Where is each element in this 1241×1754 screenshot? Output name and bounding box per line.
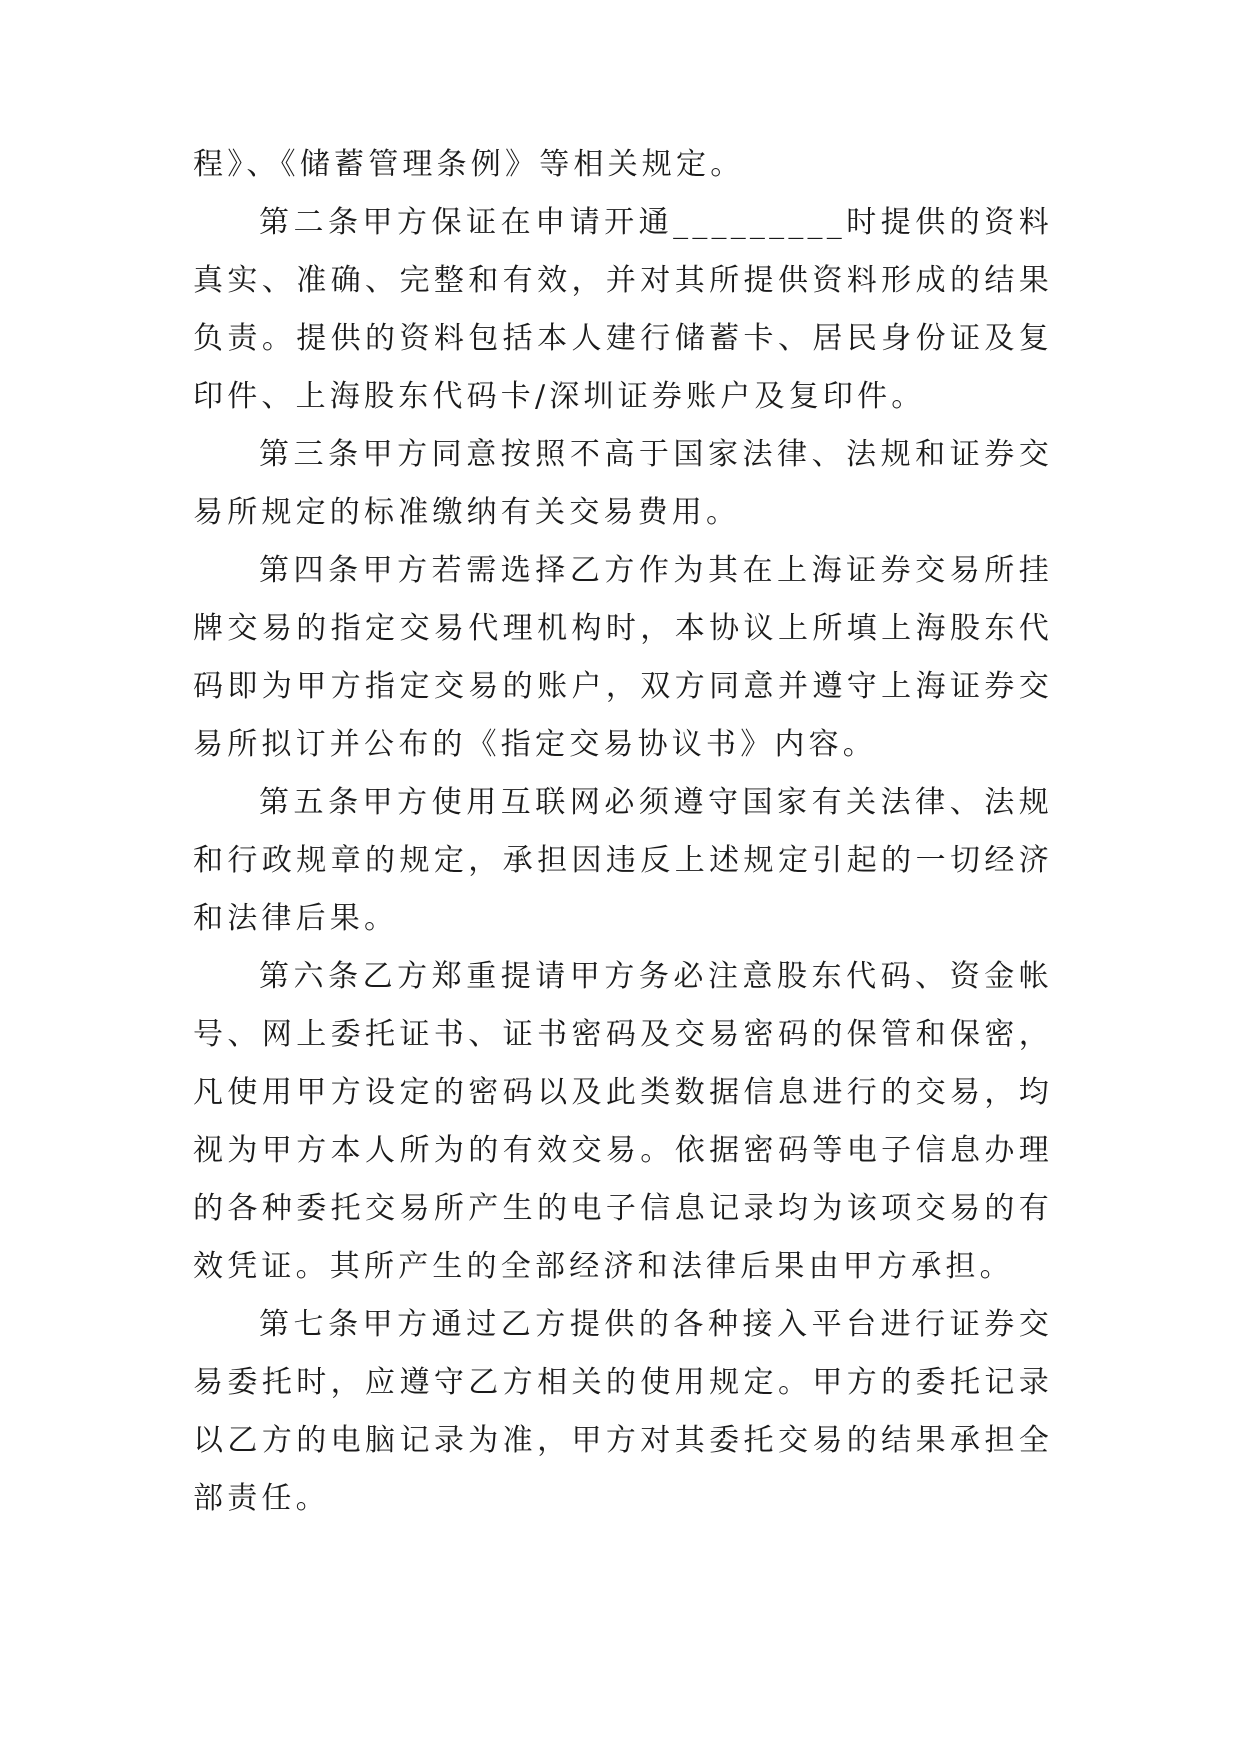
- article-7-paragraph: 第七条甲方通过乙方提供的各种接入平台进行证券交易委托时，应遵守乙方相关的使用规定。甲方的委托记录以乙方的电脑记录为准，甲方对其委托交易的结果承担全部责任。: [193, 1307, 1053, 1516]
- article-3-paragraph: 第三条甲方同意按照不高于国家法律、法规和证券交易所规定的标准缴纳有关交易费用。: [193, 437, 1053, 530]
- article-4-paragraph: 第四条甲方若需选择乙方作为其在上海证券交易所挂牌交易的指定交易代理机构时，本协议上所填上海股东代码即为甲方指定交易的账户，双方同意并遵守上海证券交易所拟订并公布的《指定交易协议书》内容。: [193, 553, 1053, 762]
- document-body: [193, 136, 1053, 1528]
- paragraph-continuation: 程》、《储蓄管理条例》等相关规定。: [193, 147, 745, 182]
- article-6-paragraph: 第六条乙方郑重提请甲方务必注意股东代码、资金帐号、网上委托证书、证书密码及交易密码的保管和保密，凡使用甲方设定的密码以及此类数据信息进行的交易，均视为甲方本人所为的有效交易。依据密码等电子信息办理的各种委托交易所产生的电子信息记录均为该项交易的有效凭证。其所产生的全部经济和法律后果由甲方承担。: [193, 959, 1053, 1284]
- article-5-paragraph: 第五条甲方使用互联网必须遵守国家有关法律、法规和行政规章的规定，承担因违反上述规定引起的一切经济和法律后果。: [193, 785, 1053, 936]
- article-2-paragraph: 第二条甲方保证在申请开通_________时提供的资料真实、准确、完整和有效，并对其所提供资料形成的结果负责。提供的资料包括本人建行储蓄卡、居民身份证及复印件、上海股东代码卡/深圳证券账户及复印件。: [193, 205, 1053, 414]
